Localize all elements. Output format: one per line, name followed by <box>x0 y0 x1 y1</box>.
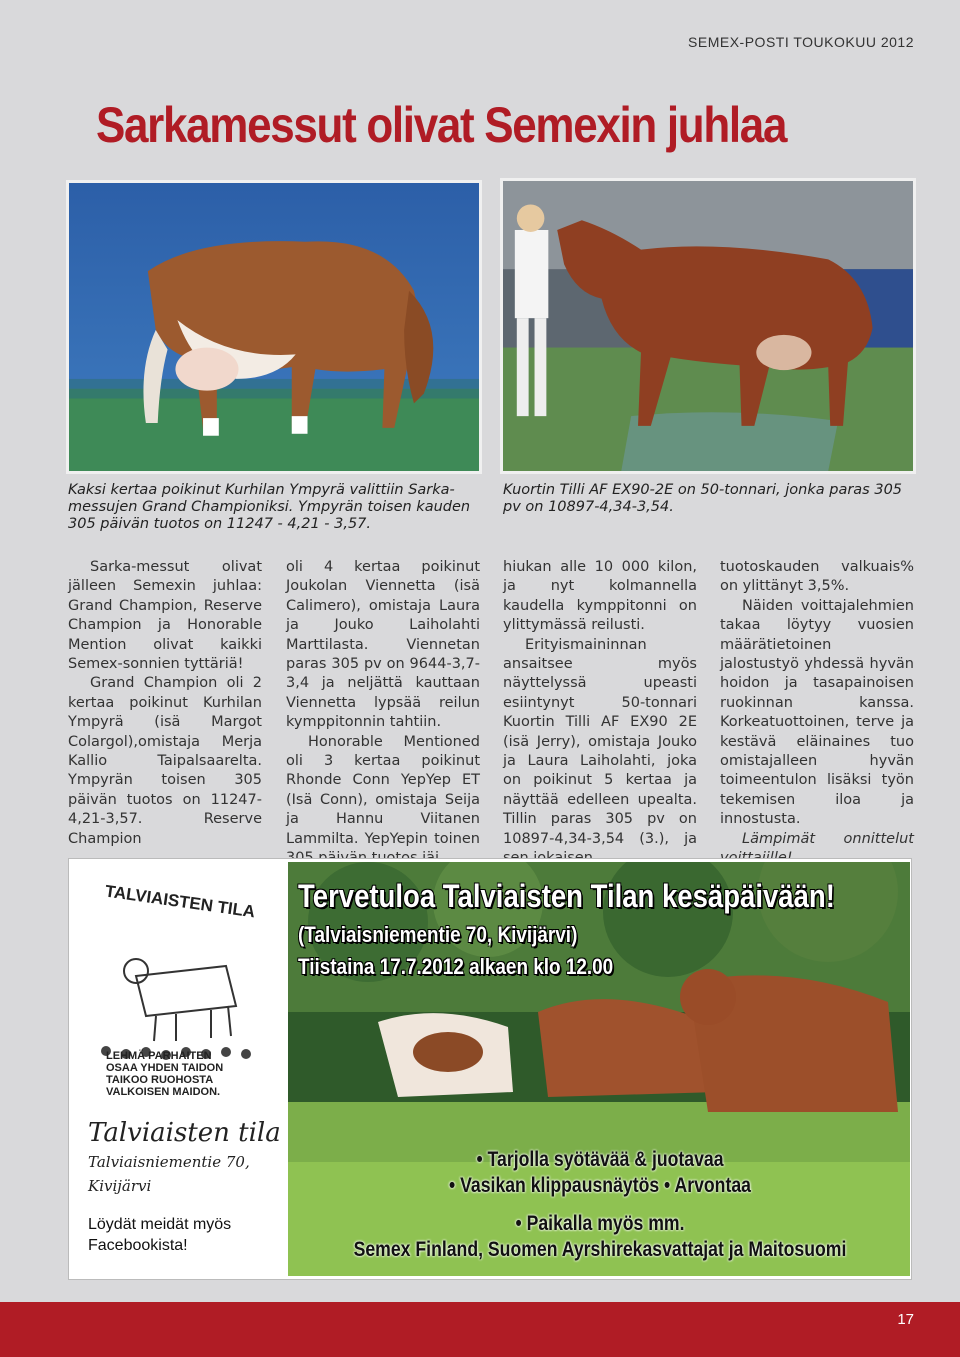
paragraph: Grand Champion oli 2 kertaa poikinut Kurhilan Ympyrä (isä Margot Colargol),omistaja Merja Kallio Taipalsaarelta. Ympyrän toisen 305 päivän tuotos on 11247-4,21-3,57. Reserve Champion <box>68 675 262 847</box>
article-column-1 <box>68 558 262 849</box>
caption-right: Kuortin Tilli AF EX90-2E on 50-tonnari, jonka paras 305 pv on 10897-4,34-3,54. <box>503 482 903 515</box>
footer-bar <box>0 1302 960 1357</box>
logo-slogan: LEHMÄ PARHAITEN OSAA YHDEN TAIDON TAIKOO RUOHOSTA VALKOISEN MAIDON. <box>106 1050 224 1098</box>
paragraph: Sarka-messut olivat jälleen Semexin juhlaa: Grand Champion, Reserve Champion ja Honorable Mention olivat kaikki Semex-sonnien tyttäriä! <box>68 559 262 673</box>
paragraph: hiukan alle 10 000 kilon, ja nyt kolmannella kaudella kymppitonni on ylittymässä reilusti. <box>503 559 697 634</box>
paragraph: oli 4 kertaa poikinut Joukolan Viennetta (isä Calimero), omistaja Laura ja Jouko Laiholahti Marttilasta. Viennetan paras 305 pv on 9644-3,7-3,4 ja neljättä kauttaan Viennetta lypsää reilun kymppitonnin tahtiin. <box>286 559 480 731</box>
ad-bullet-organizations: Semex Finland, Suomen Ayrshirekasvattajat ja Maitosuomi <box>353 1238 847 1261</box>
paragraph: Näiden voittajalehmien takaa löytyy vuosien määrätietoinen jalostustyö yhdessä hyvän hoidon ja tasapainoisen ruokinnan kanssa. Korkeatuottoinen, terve ja kestävä eläinaines tuo omistajalleen hyvän toimeentulon lisäksi työn tekemisen iloa ja innostusta. <box>720 597 914 828</box>
article-column-4 <box>720 558 914 869</box>
photo-kuortin-tilli <box>500 178 916 474</box>
ad-bullet-present: • Paikalla myös mm. <box>515 1212 685 1235</box>
ad-bullet-refreshments: • Tarjolla syötävää & juotavaa <box>476 1148 724 1171</box>
paragraph: tuotoskauden valkuais% on ylittänyt 3,5%. <box>720 559 914 595</box>
ad-bullet-clipping-show: • Vasikan klippausnäytös • Arvontaa <box>449 1174 751 1197</box>
running-head: SEMEX-POSTI TOUKOKUU 2012 <box>688 34 914 50</box>
photo-grand-champion <box>66 180 482 474</box>
headline: Sarkamessut olivat Semexin juhlaa <box>96 97 787 153</box>
paragraph: Honorable Mentioned oli 3 kertaa poikinut Rhonde Conn YepYep ET (Isä Conn), omistaja Seija ja Hannu Viitanen Lammilta. YepYepin toinen <box>286 733 480 847</box>
ad-title: Tervetuloa Talviaisten Tilan kesäpäivään! <box>298 878 835 914</box>
farm-name: Talviaisten tila <box>88 1118 281 1148</box>
ad-address-line: (Talviaisniementie 70, Kivijärvi) <box>298 922 578 947</box>
facebook-note: Löydät meidät myös Facebookista! <box>88 1216 232 1254</box>
article-column-3 <box>503 558 697 869</box>
logo-title: TALVIAISTEN TILA <box>103 881 257 922</box>
farm-logo <box>86 876 274 1104</box>
page-number: 17 <box>897 1311 914 1328</box>
farm-address: Talviaisniementie 70, Kivijärvi <box>88 1153 250 1195</box>
caption-left: Kaksi kertaa poikinut Kurhilan Ympyrä valittiin Sarka-messujen Grand Championiksi. Ympyrän toisen kauden 305 päivän tuotos on 11247 - 4,21 - 3,57. <box>68 482 471 532</box>
paragraph: Erityismaininnan ansaitsee myös näyttelyssä upeasti esiintynyt 50-tonnari Kuortin Tilli AF EX90 2E (isä Jerry), omistaja Jouko ja Laura Laiholahti, joka on poikinut 5 kertaa ja näyttää edelleen upealta. Tillin paras 305 pv on 10897-4,34-3,54 (3.), ja <box>503 636 697 847</box>
ad-date-line: Tiistaina 17.7.2012 alkaen klo 12.00 <box>298 954 614 979</box>
article-column-2 <box>286 558 480 869</box>
paragraph: Lämpimät onnittelut <box>742 830 914 847</box>
